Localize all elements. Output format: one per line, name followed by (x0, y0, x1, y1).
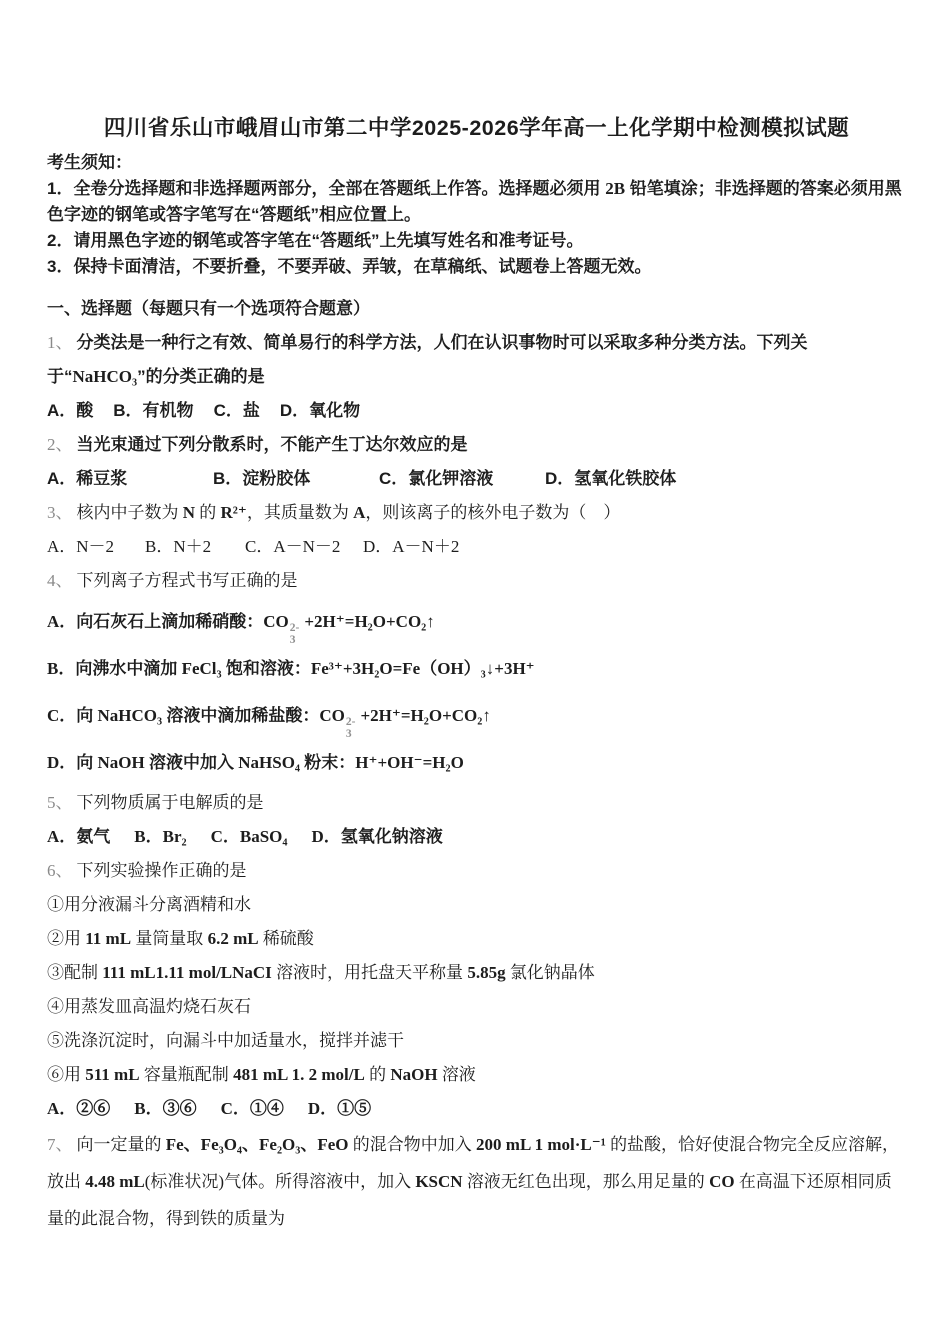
question-2-option-d: D．氢氧化铁胶体 (545, 469, 677, 488)
question-6-number: 6、 (47, 861, 73, 880)
question-4-stem (47, 564, 906, 598)
question-5-option-b: B．Br₂ (134, 827, 187, 846)
question-3-option-c: C．A－N－2 (245, 537, 341, 556)
question-6-item-3: ③配制 111 mL1.11 mol/LNaCI 溶液时，用托盘天平称量 5.85g 氯化钠晶体 (47, 963, 595, 982)
question-3-stem-text: 核内中子数为 N 的 R²⁺，其质量数为 A，则该离子的核外电子数为（ ） (76, 503, 621, 522)
question-4 (47, 564, 906, 786)
charge-superscript: 2- (289, 622, 300, 634)
equation-b-text: B．向沸水中滴加 FeCl₃ 饱和溶液：Fe³⁺+3H₂O=Fe（OH）₃↓+3H⁺ (47, 659, 535, 678)
question-3 (47, 496, 906, 564)
question-4-option-d (47, 739, 906, 786)
charge-subscript: 3 (289, 634, 296, 646)
equation-a-pre: A．向石灰石上滴加稀硝酸：CO (47, 612, 289, 631)
charge-subscript: 3 (345, 728, 352, 740)
question-5-options (47, 820, 906, 854)
question-2 (47, 428, 906, 496)
equation-a-post: +2H⁺=H₂O+CO₂↑ (304, 612, 435, 631)
question-3-options (47, 530, 906, 564)
question-6-stem (47, 854, 906, 888)
question-2-option-a: A．稀豆浆 (47, 469, 128, 488)
question-3-option-b: B．N＋2 (145, 537, 212, 556)
question-4-option-c (47, 692, 906, 739)
carbonate-ion-charge-stack (346, 717, 356, 739)
question-4-option-b (47, 645, 906, 692)
question-1-number: 1、 (47, 333, 73, 352)
carbonate-ion-charge-stack (290, 623, 300, 645)
equation-c-post: +2H⁺=H₂O+CO₂↑ (360, 706, 491, 725)
question-1-stem (47, 326, 906, 394)
question-1-option-d: D．氧化物 (279, 401, 361, 420)
question-3-option-a: A．N－2 (47, 537, 115, 556)
question-5-option-a: A．氨气 (47, 827, 111, 846)
question-2-option-b: B．淀粉胶体 (213, 469, 311, 488)
question-1-option-b: B．有机物 (113, 401, 194, 420)
question-3-option-d: D．A－N＋2 (363, 537, 460, 556)
question-2-stem (47, 428, 906, 462)
notice-item-1: 1．全卷分选择题和非选择题两部分，全部在答题纸上作答。选择题必须用 2B 铅笔填涂；非选择题的答案必须用黑色字迹的钢笔或答字笔写在“答题纸”相应位置上。 (47, 179, 902, 224)
page-title: 四川省乐山市峨眉山市第二中学2025-2026学年高一上化学期中检测模拟试题 (103, 116, 850, 140)
question-1-stem-text: 分类法是一种行之有效、简单易行的科学方法，人们在认识事物时可以采取多种分类方法。下列关于“NaHCO₃”的分类正确的是 (47, 333, 808, 386)
question-1 (47, 326, 906, 428)
question-7-stem-text: 向一定量的 Fe、Fe₃O₄、Fe₂O₃、FeO 的混合物中加入 200 mL 1 mol·L⁻¹ 的盐酸，恰好使混合物完全反应溶解，放出 4.48 mL(标准状况)气体。所得溶液中，加入 KSCN 溶液无红色出现，那么用足量的 CO 在高温下还原相同质量的此混合物，得到铁的质量为 (47, 1135, 900, 1228)
question-6-option-b: B．③⑥ (134, 1099, 197, 1118)
question-7 (47, 1126, 906, 1237)
question-6-options (47, 1092, 906, 1126)
question-3-stem (47, 496, 906, 530)
notice-heading: 考生须知： (47, 153, 132, 172)
question-1-option-a: A．酸 (47, 401, 94, 420)
question-5 (47, 786, 906, 854)
question-4-stem-text: 下列离子方程式书写正确的是 (76, 571, 298, 590)
question-4-number: 4、 (47, 571, 73, 590)
question-1-option-c: C．盐 (213, 401, 260, 420)
question-5-option-c: C．BaSO₄ (210, 827, 288, 846)
question-1-options (47, 394, 906, 428)
notice-item-2: 2．请用黑色字迹的钢笔或答字笔在“答题纸”上先填写姓名和准考证号。 (47, 231, 584, 250)
equation-d-text: D．向 NaOH 溶液中加入 NaHSO₄ 粉末：H⁺+OH⁻=H₂O (47, 753, 464, 772)
question-2-options (47, 462, 906, 496)
charge-superscript: 2- (345, 716, 356, 728)
question-6-stem-text: 下列实验操作正确的是 (76, 861, 247, 880)
question-2-option-c: C．氯化钾溶液 (379, 469, 494, 488)
question-3-number: 3、 (47, 503, 73, 522)
question-2-number: 2、 (47, 435, 73, 454)
question-6-option-c: C．①④ (220, 1099, 284, 1118)
question-7-stem (47, 1126, 906, 1237)
question-6-item-5: ⑤洗涤沉淀时，向漏斗中加适量水，搅拌并滤干 (47, 1031, 404, 1050)
question-5-stem (47, 786, 906, 820)
question-6-item-2: ②用 11 mL 量筒量取 6.2 mL 稀硫酸 (47, 929, 314, 948)
question-5-stem-text: 下列物质属于电解质的是 (76, 793, 264, 812)
question-6 (47, 854, 906, 1126)
section-heading: 一、选择题（每题只有一个选项符合题意） (47, 299, 370, 318)
notice-section (47, 150, 906, 280)
question-6-item-1: ①用分液漏斗分离酒精和水 (47, 895, 251, 914)
question-5-option-d: D．氢氧化钠溶液 (311, 827, 443, 846)
question-6-option-a: A．②⑥ (47, 1099, 111, 1118)
question-7-number: 7、 (47, 1135, 73, 1154)
question-6-option-d: D．①⑤ (307, 1099, 372, 1118)
equation-c-pre: C．向 NaHCO₃ 溶液中滴加稀盐酸：CO (47, 706, 345, 725)
question-5-number: 5、 (47, 793, 73, 812)
question-6-item-4: ④用蒸发皿高温灼烧石灰石 (47, 997, 251, 1016)
question-2-stem-text: 当光束通过下列分散系时，不能产生丁达尔效应的是 (76, 435, 468, 454)
question-6-item-6: ⑥用 511 mL 容量瓶配制 481 mL 1. 2 mol/L 的 NaOH 溶液 (47, 1065, 476, 1084)
notice-item-3: 3．保持卡面清洁，不要折叠，不要弄破、弄皱，在草稿纸、试题卷上答题无效。 (47, 257, 652, 276)
question-4-option-a (47, 598, 906, 645)
